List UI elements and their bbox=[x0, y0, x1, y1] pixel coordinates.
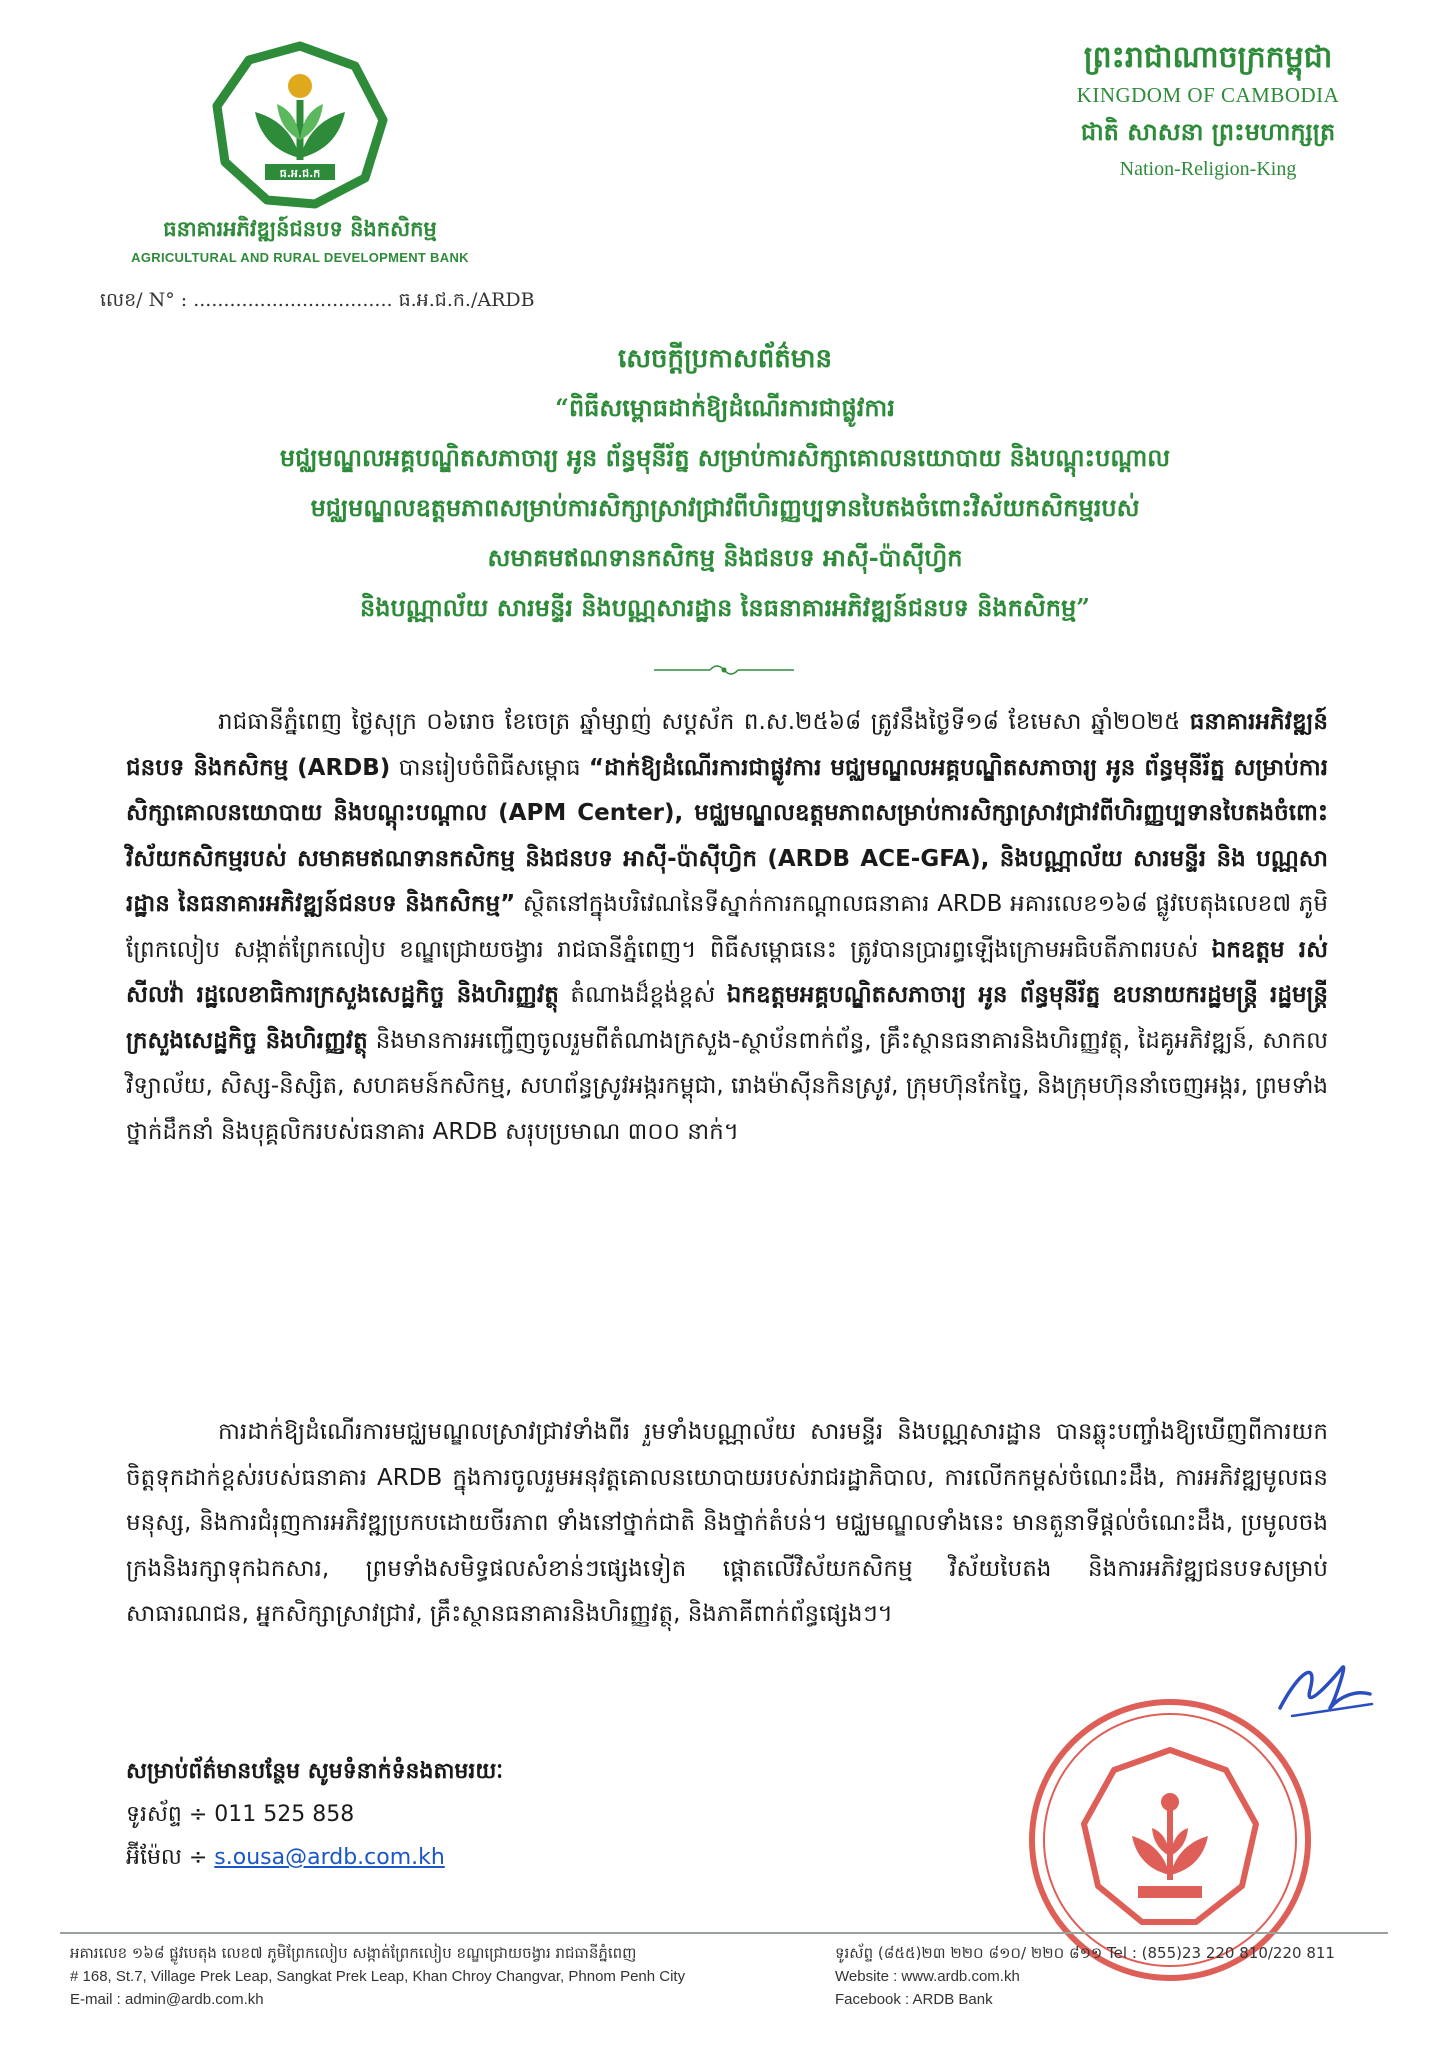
contact-email-row bbox=[126, 1836, 503, 1879]
phone-label: ទូរស័ព្ទ ÷ bbox=[126, 1802, 215, 1827]
title-line-4: សមាគមឥណទានកសិកម្ម និងជនបទ អាស៊ី-ប៉ាស៊ីហ្វិក bbox=[487, 543, 963, 572]
bank-name-english: AGRICULTURAL AND RURAL DEVELOPMENT BANK bbox=[131, 250, 469, 265]
p1-event-title: “ដាក់ឱ្យដំណើរការជាផ្លូវការ មជ្ឈមណ្ឌលអគ្គបណ្ឌិតសភាចារ្យ អូន ព័ន្ធមុនីរ័ត្ន សម្រាប់ការសិក្សាគោលនយោបាយ និងបណ្តុះបណ្តាល (APM Center), មជ្ឈមណ្ឌលឧត្តមភាពសម្រាប់ការសិក្សាស្រាវជ្រាវពីហិរញ្ញប្បទានបៃតងចំពោះវិស័យកសិកម្មរបស់ សមាគមឥណទានកសិកម្ម និងជនបទ អាស៊ី-ប៉ាស៊ីហ្វិក (ARDB ACE-GFA), និងបណ្ណាល័យ សារមន្ទីរ និង បណ្ណសារដ្ឋាន នៃធនាគារអភិវឌ្ឍន៍ជនបទ និងកសិកម្ម” bbox=[126, 754, 1328, 917]
footer-divider bbox=[60, 1932, 1388, 1934]
title-line-3: មជ្ឈមណ្ឌលឧត្តមភាពសម្រាប់ការសិក្សាស្រាវជ្រាវពីហិរញ្ញប្បទានបៃតងចំពោះវិស័យកសិកម្មរបស់ bbox=[310, 493, 1140, 522]
motto-english: Nation-Religion-King bbox=[1119, 158, 1297, 180]
email-link[interactable]: s.ousa@ardb.com.kh bbox=[214, 1845, 445, 1870]
footer-website[interactable]: Website : www.ardb.com.kh bbox=[835, 1968, 1020, 1985]
footer-address-english: # 168, St.7, Village Prek Leap, Sangkat Prek Leap, Khan Chroy Changvar, Phnom Penh City bbox=[70, 1968, 686, 1985]
contact-heading: សម្រាប់ព័ត៌មានបន្ថែម សូមទំនាក់ទំនងតាមរយៈ bbox=[126, 1759, 504, 1784]
contact-block bbox=[126, 1750, 503, 1879]
footer-email[interactable]: E-mail : admin@ardb.com.kh bbox=[70, 1991, 264, 2008]
p1-date: រាជធានីភ្នំពេញ ថ្ងៃសុក្រ ០៦រោច ខែចេត្រ ឆ្នាំម្សាញ់ សប្តស័ក ព.ស.២៥៦៨ ត្រូវនឹងថ្ងៃទី១៨ ខែមេសា ឆ្នាំ២០២៥ bbox=[218, 709, 1190, 735]
p1-text: បានរៀបចំពិធីសម្ពោធ bbox=[390, 754, 589, 781]
body-paragraph-2: ការដាក់ឱ្យដំណើរការមជ្ឈមណ្ឌលស្រាវជ្រាវទាំងពីរ រួមទាំងបណ្ណាល័យ សារមន្ទីរ និងបណ្ណសារដ្ឋាន បានឆ្លុះបញ្ចាំងឱ្យឃើញពីការយកចិត្តទុកដាក់ខ្ពស់របស់ធនាគារ ARDB ក្នុងការចូលរួមអនុវត្តគោលនយោបាយរបស់រាជរដ្ឋាភិបាល, ការលើកកម្ពស់ចំណេះដឹង, ការអភិវឌ្ឍមូលធនមនុស្ស, និងការជំរុញការអភិវឌ្ឍប្រកបដោយចីរភាព ទាំងនៅថ្នាក់ជាតិ និងថ្នាក់តំបន់។ មជ្ឈមណ្ឌលទាំងនេះ មានតួនាទីផ្តល់ចំណេះដឹង, ប្រមូលចងក្រងនិងរក្សាទុកឯកសារ, ព្រមទាំងសមិទ្ធផលសំខាន់ៗផ្សេងទៀត ផ្តោតលើវិស័យកសិកម្ម វិស័យបៃតង និងការអភិវឌ្ឍជនបទសម្រាប់សាធារណជន, អ្នកសិក្សាស្រាវជ្រាវ, គ្រឹះស្ថានធនាគារនិងហិរញ្ញវត្ថុ, និងភាគីពាក់ព័ន្ធផ្សេងៗ។ bbox=[126, 1419, 1328, 1627]
body-paragraph-1 bbox=[126, 700, 1328, 1155]
p1-representing: តំណាងដ៏ខ្ពង់ខ្ពស់ bbox=[558, 982, 727, 1008]
phone-number: 011 525 858 bbox=[214, 1802, 355, 1827]
footer-phone: ទូរស័ព្ទ (៨៥៥)២៣ ២២០ ៨១០/ ២២០ ៨១១ Tel : (855)23 220 810/220 811 bbox=[835, 1944, 1335, 1962]
footer-contact-block bbox=[835, 1942, 1335, 2011]
p1-deputy-pm: ឯកឧត្តមអគ្គបណ្ឌិតសភាចារ្យ អូន ព័ន្ធមុនីរ័ត្ន ឧបនាយករដ្ឋមន្ត្រី រដ្ឋមន្ត្រីក្រសួងសេដ្ឋកិច្ច និងហិរញ្ញវត្ថុ bbox=[126, 982, 1329, 1054]
logo-abbreviation: ធ.អ.ជ.ក bbox=[279, 167, 321, 180]
footer-address-block bbox=[70, 1942, 685, 2011]
announcement-title-block bbox=[110, 335, 1340, 633]
title-line-1: “ពិធីសម្ពោធដាក់ឱ្យដំណើរការជាផ្លូវការ bbox=[555, 393, 895, 422]
kingdom-title-khmer: ព្រះរាជាណាចក្រកម្ពុជា bbox=[1083, 40, 1333, 75]
motto-khmer: ជាតិ សាសនា ព្រះមហាក្សត្រ bbox=[1080, 117, 1336, 146]
p1-bank-name: ធនាគារអភិវឌ្ឍន៍ជនបទ និងកសិកម្ម (ARDB) bbox=[126, 709, 1328, 781]
title-line-5: និងបណ្ណាល័យ សារមន្ទីរ និងបណ្ណសារដ្ឋាន នៃធនាគារអភិវឌ្ឍន៍ជនបទ និងកសិកម្ម” bbox=[360, 593, 1090, 622]
p1-presider: ឯកឧត្តម រស់ សីលវ៉ា រដ្ឋលេខាធិការក្រសួងសេដ្ឋកិច្ច និងហិរញ្ញវត្ថុ bbox=[126, 936, 1328, 1008]
contact-phone-row bbox=[126, 1793, 503, 1836]
kingdom-title-english: KINGDOM OF CAMBODIA bbox=[1076, 83, 1340, 107]
title-line-2: មជ្ឈមណ្ឌលអគ្គបណ្ឌិតសភាចារ្យ អូន ព័ន្ធមុនីរ័ត្ន សម្រាប់ការសិក្សាគោលនយោបាយ និងបណ្តុះបណ្តាល bbox=[279, 443, 1171, 472]
signature-icon bbox=[1270, 1650, 1380, 1730]
footer-facebook[interactable]: Facebook : ARDB Bank bbox=[835, 1991, 993, 2008]
kingdom-header bbox=[1028, 38, 1388, 186]
footer-address-khmer: អគារលេខ ១៦៨ ផ្លូវបេតុង លេខ៧ ភូមិព្រែកលៀប សង្កាត់ព្រែកលៀប ខណ្ឌជ្រោយចង្វារ រាជធានីភ្នំពេញ bbox=[70, 1944, 637, 1962]
p1-attendees: និងមានការអញ្ជើញចូលរួមពីតំណាងក្រសួង-ស្ថាប័នពាក់ព័ន្ធ, គ្រឹះស្ថានធនាគារនិងហិរញ្ញវត្ថុ, ដៃគូអភិវឌ្ឍន៍, សាកលវិទ្យាល័យ, សិស្ស-និស្សិត, សហគមន៍កសិកម្ម, សហព័ន្ធស្រូវអង្ករកម្ពុជា, រោងម៉ាស៊ីនកិនស្រូវ, ក្រុមហ៊ុនកែច្នៃ, និងក្រុមហ៊ុននាំចេញអង្ករ, ព្រមទាំងថ្នាក់ដឹកនាំ និងបុគ្គលិករបស់ធនាគារ ARDB សរុបប្រមាណ ៣០០ នាក់។ bbox=[126, 1027, 1328, 1145]
bank-name-khmer: ធនាគារអភិវឌ្ឍន៍ជនបទ និងកសិកម្ម bbox=[163, 217, 437, 241]
p1-location: ស្ថិតនៅក្នុងបរិវេណនៃទីស្នាក់ការកណ្តាលធនាគារ ARDB អគារលេខ១៦៨ ផ្លូវបេតុងលេខ៧ ភូមិព្រែកលៀប សង្កាត់ព្រែកលៀប ខណ្ឌជ្រោយចង្វារ រាជធានីភ្នំពេញ។ ពិធីសម្ពោធនេះ ត្រូវបានប្រារព្ធឡើងក្រោមអធិបតីភាពរបស់ bbox=[126, 891, 1328, 963]
reference-number: លេខ/ N° : ................................. ធ.អ.ជ.ក./ARDB bbox=[100, 289, 535, 311]
divider-ornament-icon bbox=[654, 660, 794, 680]
bank-logo-block bbox=[100, 40, 500, 265]
announcement-label: សេចក្តីប្រកាសព័ត៌មាន bbox=[617, 344, 833, 374]
email-label: អ៊ីម៉ែល ÷ bbox=[126, 1845, 215, 1870]
ardb-logo-icon bbox=[205, 40, 395, 210]
